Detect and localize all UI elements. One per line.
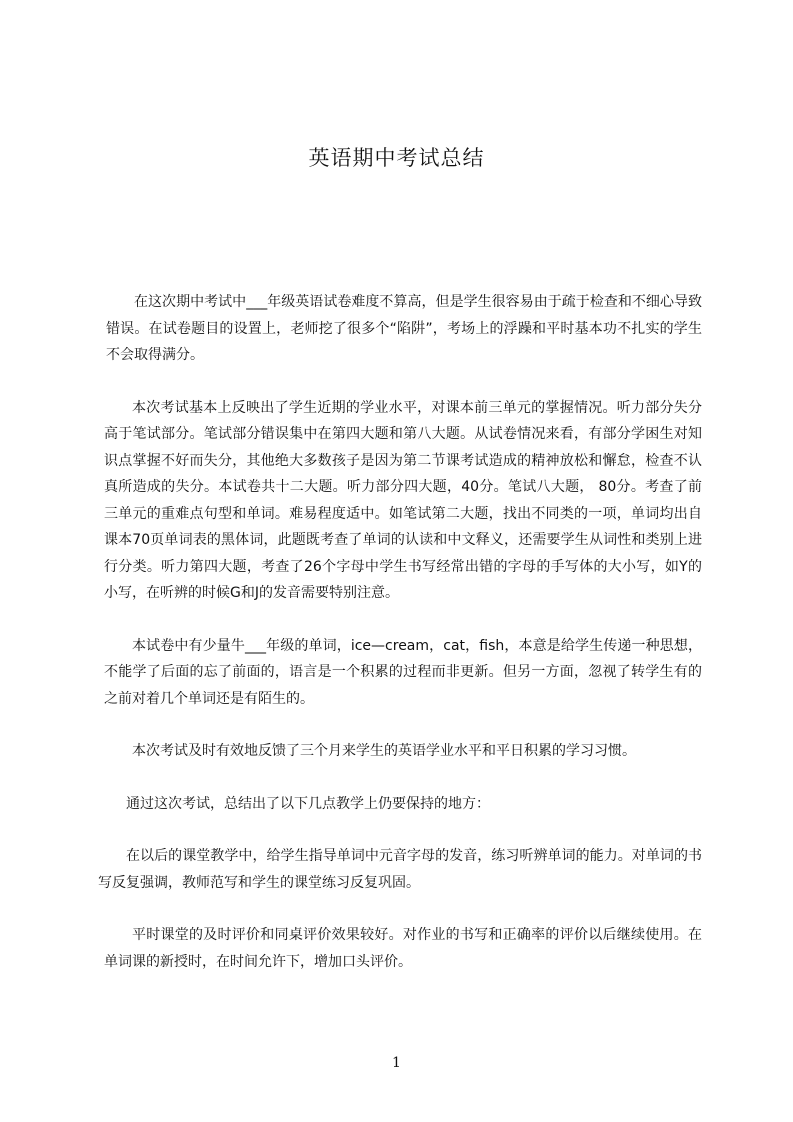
paragraph-summary-intro: 通过这次考试，总结出了以下几点教学上仍要保持的地方： (126, 795, 490, 812)
paragraph-evaluation: 平时课堂的及时评价和同桌评价效果较好。对作业的书写和正确率的评价以后继续使用。在单词课的新授时，在时间允许下，增加口头评价。 (104, 927, 702, 970)
paragraph-vocabulary-note: 本试卷中有少量牛___年级的单词，ice—cream，cat，fish，本意是给学生传递一种思想，不能学了后面的忘了前面的，语言是一个积累的过程而非更新。但另一方面，忽视了转学生有的之前对着几个单词还是有陌生的。 (104, 637, 702, 707)
document-body (98, 289, 702, 1001)
paragraph-exam-analysis: 本次考试基本上反映出了学生近期的学业水平，对课本前三单元的掌握情况。听力部分失分高于笔试部分。笔试部分错误集中在第四大题和第八大题。从试卷情况来看，有部分学困生对知识点掌握不好而失分，其他绝大多数孩子是因为第二节课考试造成的精神放松和懈怠，检查不认真所造成的失分。本试卷共十二大题。听力部分四大题，40分。笔试八大题， 80分。考查了前三单元的重难点句型和单词。难易程度适中。如笔试第二大题，找出不同类的一项，单词均出自课本70页单词表的黑体词，此题既考查了单词的认读和中文释义，还需要学生从词性和类别上进行分类。听力第四大题，考查了26个字母中学生书写经常出错的字母的手写体的大小写，如Y的小写，在听辨的时候G和J的发音需要特别注意。 (104, 399, 702, 601)
paragraph-feedback: 本次考试及时有效地反馈了三个月来学生的英语学业水平和平日积累的学习习惯。 (132, 743, 636, 759)
document-title: 英语期中考试总结 (308, 146, 485, 170)
paragraph-exam-difficulty: 在这次期中考试中___年级英语试卷难度不算高，但是学生很容易由于疏于检查和不细心导致错误。在试卷题目的设置上，老师挖了很多个“陷阱”，考场上的浮躁和平时基本功不扎实的学生不会取得满分。 (106, 294, 702, 363)
page-number: 1 (392, 1055, 401, 1071)
paragraph-pronunciation: 在以后的课堂教学中，给学生指导单词中元音字母的发音，练习听辨单词的能力。对单词的书写反复强调，教师范写和学生的课堂练习反复巩固。 (98, 848, 702, 891)
